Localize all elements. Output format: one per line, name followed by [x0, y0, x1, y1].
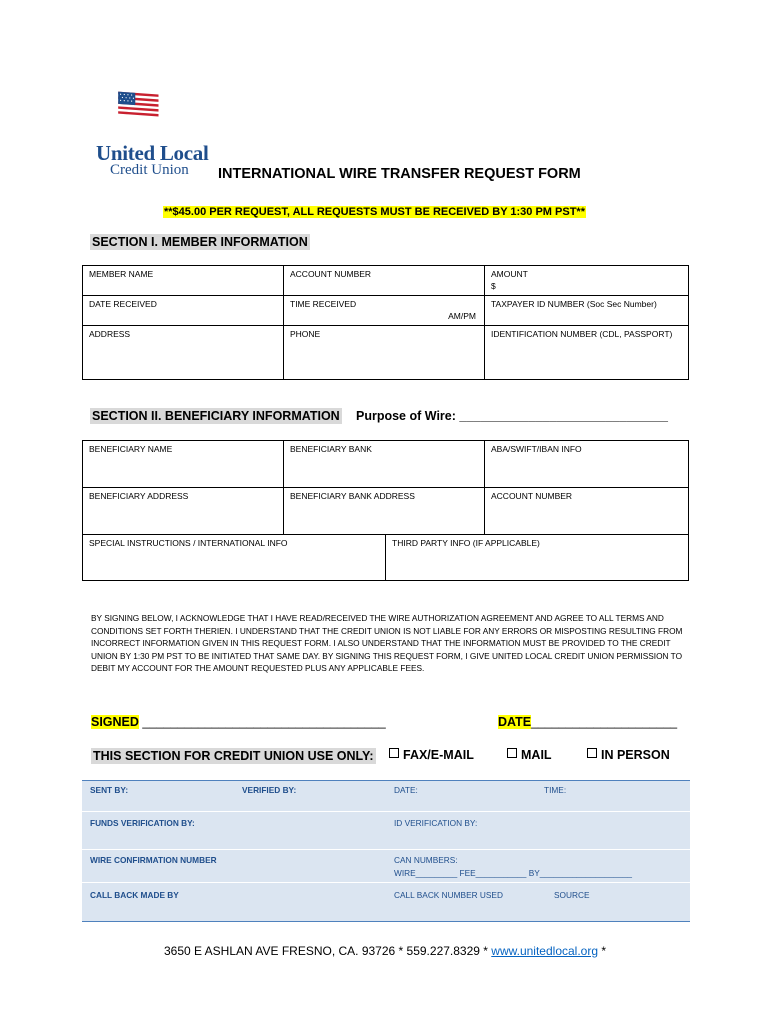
form-title: INTERNATIONAL WIRE TRANSFER REQUEST FORM [218, 166, 581, 182]
beneficiary-bank-address-field[interactable]: BENEFICIARY BANK ADDRESS [284, 488, 485, 535]
checkbox-icon[interactable] [507, 748, 517, 758]
wire-confirmation-label: WIRE CONFIRMATION NUMBER [90, 855, 217, 865]
legal-acknowledgement: BY SIGNING BELOW, I ACKNOWLEDGE THAT I HAVE READ/RECEIVED THE WIRE AUTHORIZATION AGREEMENT AND AGREE TO ALL TERMS AND CONDITIONS SET FORTH THERIEN. I UNDERSTAND THAT THE CREDIT UNION IS NOT LIABLE FOR ANY ERRORS OR MISPOSTING RESULTING FROM INCORRECT INFORMATION GIVEN IN THIS REQUEST FORM. I ALSO UNDERSTAND THAT THE INFORMATION MUST BE PROVIDED TO THE CREDIT UNION BY 1:30 PM PST TO BE INITIATED THAT SAME DAY. BY SIGNING THIS REQUEST FORM, I GIVE UNITED LOCAL CREDIT UNION PERMISSION TO DEBIT MY ACCOUNT FOR THE AMOUNT REQUESTED PLUS ANY APPLICABLE FEES. [91, 613, 683, 674]
section2-title: SECTION II. BENEFICIARY INFORMATION [92, 409, 340, 423]
aba-swift-field[interactable]: ABA/SWIFT/IBAN INFO [485, 441, 689, 488]
third-party-field[interactable]: THIRD PARTY INFO (IF APPLICABLE) [386, 535, 689, 581]
website-link[interactable]: www.unitedlocal.org [491, 944, 599, 958]
member-name-field[interactable]: MEMBER NAME [83, 266, 284, 296]
member-info-table [82, 265, 689, 380]
id-verification-label: ID VERIFICATION BY: [394, 818, 478, 828]
beneficiary-address-field[interactable]: BENEFICIARY ADDRESS [83, 488, 284, 535]
beneficiary-account-number-field[interactable]: ACCOUNT NUMBER [485, 488, 689, 535]
option-mail[interactable]: MAIL [507, 748, 552, 762]
source-label: SOURCE [554, 890, 590, 900]
flag-icon [92, 88, 192, 143]
verified-by-label: VERIFIED BY: [242, 785, 297, 795]
date-line[interactable]: DATE_____________________ [498, 715, 678, 729]
purpose-of-wire[interactable]: Purpose of Wire: ______________________________ [356, 409, 668, 423]
cu-use-panel [82, 780, 690, 922]
beneficiary-table [82, 440, 689, 535]
option-fax-email[interactable]: FAX/E-MAIL [389, 748, 474, 762]
phone-field[interactable]: PHONE [284, 326, 485, 380]
identification-field[interactable]: IDENTIFICATION NUMBER (CDL, PASSPORT) [485, 326, 689, 380]
account-number-field[interactable]: ACCOUNT NUMBER [284, 266, 485, 296]
beneficiary-name-field[interactable]: BENEFICIARY NAME [83, 441, 284, 488]
section1-title: SECTION I. MEMBER INFORMATION [92, 235, 308, 249]
instructions-table [82, 534, 689, 581]
checkbox-icon[interactable] [587, 748, 597, 758]
address-field[interactable]: ADDRESS [83, 326, 284, 380]
date-received-field[interactable]: DATE RECEIVED [83, 296, 284, 326]
can-numbers-line[interactable]: WIRE_________ FEE___________ BY____________________ [394, 868, 633, 878]
footer-contact: 3650 E ASHLAN AVE FRESNO, CA. 93726 * 559.227.8329 * www.unitedlocal.org * [163, 944, 607, 958]
beneficiary-bank-field[interactable]: BENEFICIARY BANK [284, 441, 485, 488]
amount-field[interactable]: AMOUNT $ [485, 266, 689, 296]
funds-verification-label: FUNDS VERIFICATION BY: [90, 818, 195, 828]
call-back-number-label: CALL BACK NUMBER USED [394, 890, 503, 900]
special-instructions-field[interactable]: SPECIAL INSTRUCTIONS / INTERNATIONAL INFO [83, 535, 386, 581]
checkbox-icon[interactable] [389, 748, 399, 758]
logo-subtitle: Credit Union [110, 162, 189, 178]
time-label: TIME: [544, 785, 567, 795]
logo-name: United Local [96, 141, 209, 165]
time-received-field[interactable]: TIME RECEIVED AM/PM [284, 296, 485, 326]
sent-by-label: SENT BY: [90, 785, 129, 795]
signed-line[interactable]: SIGNED ___________________________________ [91, 715, 386, 729]
fee-notice: **$45.00 PER REQUEST, ALL REQUESTS MUST BE RECEIVED BY 1:30 PM PST** [164, 206, 585, 218]
date-label: DATE: [394, 785, 418, 795]
can-numbers-label: CAN NUMBERS: [394, 855, 458, 865]
option-in-person[interactable]: IN PERSON [587, 748, 670, 762]
cu-use-only-title: THIS SECTION FOR CREDIT UNION USE ONLY: [93, 749, 374, 763]
taxpayer-id-field[interactable]: TAXPAYER ID NUMBER (Soc Sec Number) [485, 296, 689, 326]
call-back-label: CALL BACK MADE BY [90, 890, 179, 900]
